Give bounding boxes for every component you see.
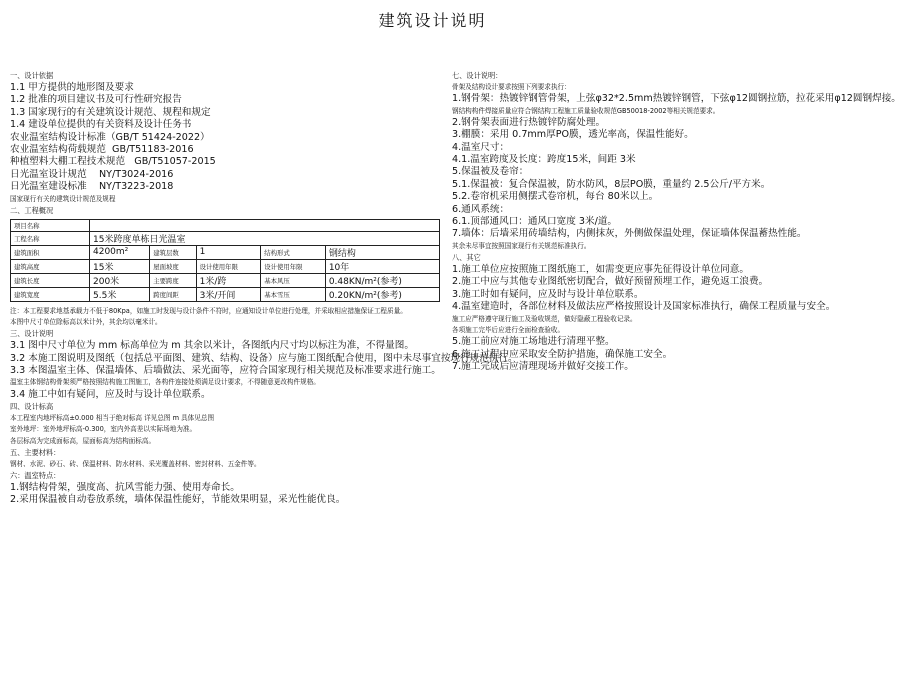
table-cell: 钢结构 xyxy=(325,245,439,259)
spec-item: 6.1.顶部通风口：通风口宽度 3米/道。 xyxy=(452,216,618,228)
basis-item: 1.1 甲方提供的地形图及要求 xyxy=(10,82,134,93)
other-item: 2.施工中应与其他专业图纸密切配合，做好预留预埋工作，避免返工浪费。 xyxy=(452,276,769,288)
spec-item: 4.1.温室跨度及长度：跨度15米，间距 3米 xyxy=(452,154,636,166)
design-item: 温室主体钢结构骨架须严格按照结构施工图施工，各构件连接处须满足设计要求，不得随意更改构件规格。 xyxy=(10,378,320,387)
table-row xyxy=(11,273,440,287)
spec-item: 2.钢骨架表面进行热镀锌防腐处理。 xyxy=(452,116,606,128)
table-cell: 0.20KN/m²(参考) xyxy=(325,287,439,301)
table-cell: 屋面坡度 xyxy=(150,259,196,273)
section-3-heading: 三、设计说明 xyxy=(10,329,54,339)
spec-item: 7.墙体：后墙采用砖墙结构，内侧抹灰，外侧做保温处理，保证墙体保温蓄热性能。 xyxy=(452,228,807,240)
elevation-item: 室外地坪：室外地坪标高-0.300，室内外高差以实际场地为准。 xyxy=(10,425,197,434)
basis-item: 1.2 批准的项目建议书及可行性研究报告 xyxy=(10,94,182,106)
table-cell: 0.48KN/m²(参考) xyxy=(325,273,439,287)
design-item: 3.3 本图温室主体、保温墙体、后墙做法、采光面等，应符合国家现行相关规范及标准要求进行施工。 xyxy=(10,365,441,377)
spec-item: 1.钢骨架：热镀锌钢管骨架，上弦φ32*2.5mm热镀锌钢管，下弦φ12圆钢拉筋，拉花采用φ12圆钢焊接。 xyxy=(452,93,901,105)
table-cell: 15米跨度单栋日光温室 xyxy=(90,231,440,245)
page-title: 建筑设计说明 xyxy=(378,11,487,30)
spec-item: 6.通风系统： xyxy=(452,203,510,215)
table-cell: 项目名称 xyxy=(11,219,90,231)
table-cell: 工程名称 xyxy=(11,231,90,245)
other-item: 各项施工完毕后应进行全面检查验收。 xyxy=(452,325,565,334)
design-item: 3.4 施工中如有疑问，应及时与设计单位联系。 xyxy=(10,388,211,400)
section-8-heading: 八、其它 xyxy=(452,253,481,263)
other-item: 施工应严格遵守现行施工及验收规范，做好隐蔽工程验收记录。 xyxy=(452,314,637,323)
elevation-item: 各层标高为完成面标高，屋面标高为结构面标高。 xyxy=(10,436,156,445)
table-row xyxy=(11,259,440,273)
table-cell: 15米 xyxy=(90,259,150,273)
table-cell: 基本风压 xyxy=(261,273,326,287)
section-7-heading: 七、设计说明： xyxy=(452,71,503,80)
spec-item: 3.棚膜：采用 0.7mm厚PO膜，透光率高，保温性能好。 xyxy=(452,129,694,141)
table-cell: 10年 xyxy=(325,259,439,273)
section-4-heading: 四、设计标高 xyxy=(10,402,54,412)
table-cell: 设计使用年限 xyxy=(196,259,261,273)
other-item: 5.施工前应对施工场地进行清理平整。 xyxy=(452,336,615,348)
project-overview-table xyxy=(10,219,440,302)
table-cell: 跨度间距 xyxy=(150,287,196,301)
table-cell: 200米 xyxy=(90,273,150,287)
table-cell: 建筑高度 xyxy=(11,259,90,273)
table-cell: 1米/跨 xyxy=(196,273,261,287)
table-row xyxy=(11,245,440,259)
standard-line: 农业温室结构荷载规范 GB/T51183-2016 xyxy=(10,144,194,156)
table-row xyxy=(11,287,440,301)
note-text: 注：本工程要求地基承载力不低于80Kpa，如施工时发现与设计条件不符时，应通知设计单位进行处理，并采取相应措施保证工程质量。 xyxy=(10,306,407,315)
section-1-heading: 一、设计依据 xyxy=(10,71,54,80)
spec-item: 其余未尽事宜按照国家现行有关规范标准执行。 xyxy=(452,241,591,250)
other-item: 3.施工时如有疑问，应及时与设计单位联系。 xyxy=(452,288,644,300)
table-cell: 建筑层数 xyxy=(150,245,196,259)
other-item: 6.施工过程中应采取安全防护措施，确保施工安全。 xyxy=(452,348,673,360)
section-5-heading: 五、主要材料： xyxy=(10,447,61,457)
elevation-item: 本工程室内地坪标高±0.000 相当于绝对标高 详见总图 m 具体见总图 xyxy=(10,414,215,423)
feature-item: 1.钢结构骨架，强度高、抗风雪能力强、使用寿命长。 xyxy=(10,481,240,493)
other-item: 1.施工单位应按照施工图纸施工，如需变更应事先征得设计单位同意。 xyxy=(452,264,749,276)
design-item: 3.1 图中尺寸单位为 mm 标高单位为 m 其余以米计，各图纸内尺寸均以标注为准，不得量图。 xyxy=(10,340,414,352)
basis-item: 1.4 建设单位提供的有关资料及设计任务书 xyxy=(10,119,192,131)
table-cell: 建筑长度 xyxy=(11,273,90,287)
spec-item: 4.温室尺寸： xyxy=(452,141,510,153)
table-cell: 主要跨度 xyxy=(150,273,196,287)
table-cell: 结构形式 xyxy=(261,245,326,259)
table-cell: 建筑宽度 xyxy=(11,287,90,301)
right-column xyxy=(452,70,901,373)
table-cell: 设计使用年限 xyxy=(261,259,326,273)
standard-line: 农业温室结构设计标准（GB/T 51424-2022） xyxy=(10,131,210,143)
spec-item: 钢结构构件焊接质量应符合钢结构工程施工质量验收规范GB50018-2002等相关规范要求。 xyxy=(452,106,720,115)
section-6-heading: 六：温室特点： xyxy=(10,470,61,480)
note-text: 本图中尺寸单位除标高以米计外，其余均以毫米计。 xyxy=(10,318,162,327)
table-cell: 基本雪压 xyxy=(261,287,326,301)
table-row xyxy=(11,219,440,231)
standard-line: 种植塑料大棚工程技术规范 GB/T51057-2015 xyxy=(10,156,216,168)
spec-item: 5.保温被及卷帘： xyxy=(452,166,529,178)
spec-item: 5.1.保温被：复合保温被，防水防风，8层PO膜，重量约 2.5公斤/平方米。 xyxy=(452,178,771,190)
section-2-heading: 二、工程概况 xyxy=(10,205,54,215)
table-cell: 4200m² xyxy=(90,245,150,259)
table-cell: 5.5米 xyxy=(90,287,150,301)
feature-item: 2.采用保温被自动卷放系统，墙体保温性能好，节能效果明显，采光性能优良。 xyxy=(10,494,346,506)
standard-line: 日光温室设计规范 NY/T3024-2016 xyxy=(10,168,174,180)
table-row xyxy=(11,231,440,245)
section-7-intro: 骨架及结构设计要求按照下列要求执行： xyxy=(452,83,571,91)
table-cell: 3米/开间 xyxy=(196,287,261,301)
table-cell: 1 xyxy=(196,245,261,259)
table-cell xyxy=(90,219,440,231)
spec-item: 5.2.卷帘机采用侧摆式卷帘机，每台 80米以上。 xyxy=(452,191,659,203)
table-cell: 建筑面积 xyxy=(11,245,90,259)
other-item: 7.施工完成后应清理现场并做好交接工作。 xyxy=(452,360,634,372)
basis-tail: 国家现行有关的建筑设计规范及规程 xyxy=(10,194,116,203)
basis-item: 1.3 国家现行的有关建筑设计规范、规程和规定 xyxy=(10,106,211,118)
other-item: 4.温室建造时，各部位材料及做法应严格按照设计及国家标准执行，确保工程质量与安全。 xyxy=(452,301,836,313)
standard-line: 日光温室建设标准 NY/T3223-2018 xyxy=(10,181,174,193)
materials-text: 钢材、水泥、砂石、砖、保温材料、防水材料、采光覆盖材料、密封材料、五金件等。 xyxy=(10,459,261,468)
design-item: 3.2 本施工图说明及图纸（包括总平面图、建筑、结构、设备）应与施工图纸配合使用，图中未尽事宜按现行规范执行。 xyxy=(10,352,518,364)
